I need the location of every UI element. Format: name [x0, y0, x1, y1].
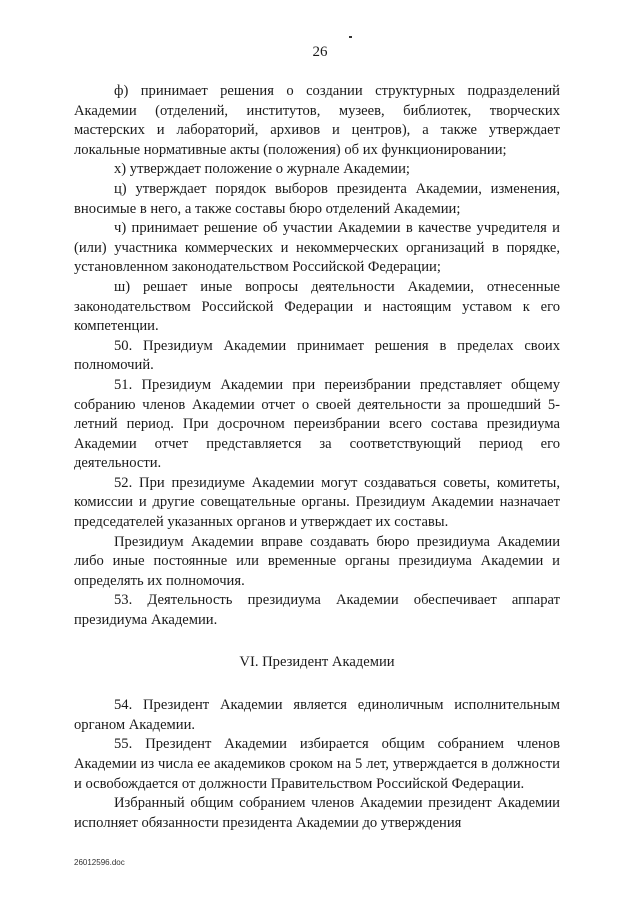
paragraph-50: 50. Президиум Академии принимает решения в пределах своих полномочий.: [74, 337, 560, 374]
paragraph-55-continued: Избранный общим собранием членов Академии президент Академии исполняет обязанности президента Академии до утверждения: [74, 795, 560, 831]
section-heading: VI. Президент Академии: [239, 653, 395, 670]
paragraph-sh: ш) решает иные вопросы деятельности Академии, отнесенные законодательством Российской Федерации и настоящим уставом к его компетенции.: [74, 278, 560, 335]
paragraph-f: ф) принимает решения о создании структурных подразделений Академии (отделений, институтов, музеев, библиотек, творческих мастерских и лабораторий, архивов и центров), а также утверждает локальные нормативные акты (положения) об их функционировании;: [74, 83, 560, 158]
paragraph-kh: х) утверждает положение о журнале Академии;: [114, 161, 410, 178]
paragraph-53: 53. Деятельность президиума Академии обеспечивает аппарат президиума Академии.: [74, 592, 560, 629]
document-body: [74, 82, 560, 833]
paragraph-ch: ч) принимает решение об участии Академии в качестве учредителя и (или) участника коммерческих и некоммерческих организаций в порядке, установленном законодательством Российской Федерации;: [74, 220, 560, 276]
paragraph-55: 55. Президент Академии избирается общим собранием членов Академии из числа ее академиков сроком на 5 лет, утверждается в должности и освобождается от должности Правительством Российской Федерации.: [74, 736, 560, 792]
paragraph-ts: ц) утверждает порядок выборов президента Академии, изменения, вносимые в него, а также составы бюро отделений Академии;: [74, 180, 560, 217]
paragraph-51: 51. Президиум Академии при переизбрании представляет общему собранию членов Академии отчет о своей деятельности за прошедший 5-летний период. При досрочном переизбрании всего состава президиума Академии отчет представляется за соответствующий период его деятельности.: [74, 376, 560, 472]
paragraph-52: 52. При президиуме Академии могут создаваться советы, комитеты, комиссии и другие совещательные органы. Президиум Академии назначает председателей указанных органов и утверждает их составы.: [74, 474, 560, 531]
paragraph-52-continued: Президиум Академии вправе создавать бюро президиума Академии либо иные постоянные или временные органы президиума Академии и определять их полномочия.: [74, 533, 560, 589]
paragraph-54: 54. Президент Академии является единоличным исполнительным органом Академии.: [74, 697, 560, 733]
footer-file-code: 26012596.doc: [74, 858, 125, 867]
scan-mark: [349, 36, 352, 38]
page-number: 26: [312, 44, 328, 60]
